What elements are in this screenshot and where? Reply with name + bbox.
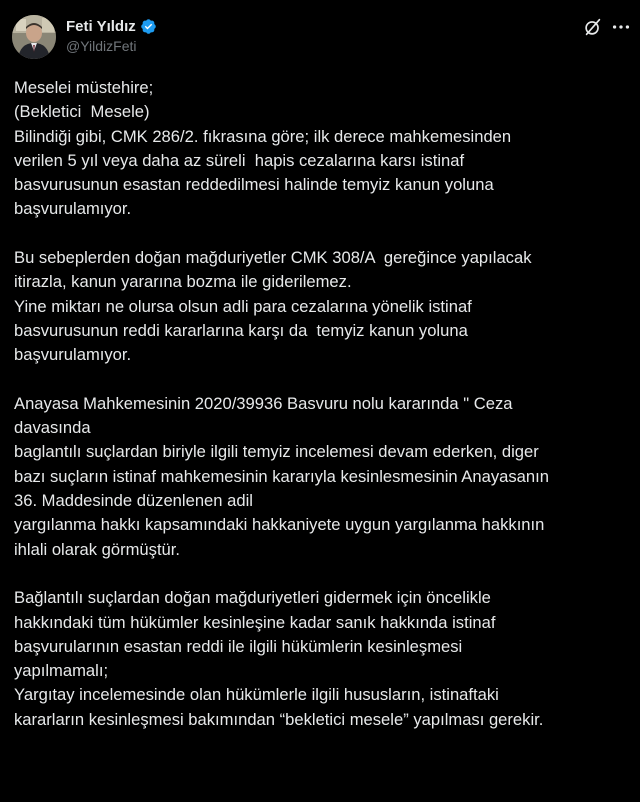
tweet-line: yargılanma hakkı kapsamındaki hakkaniyete uygun yargılanma hakkının	[14, 515, 545, 535]
tweet-line: itirazla, kanun yararına bozma ile giderilemez.	[14, 272, 352, 292]
tweet-line: başvurulamıyor.	[14, 199, 132, 219]
tweet-line: Yine miktarı ne olursa olsun adli para cezalarına yönelik istinaf	[14, 296, 472, 316]
tweet-line: başvurularının esastan reddi ile ilgili hükümlerin kesinleşmesi	[14, 636, 463, 656]
tweet-text	[14, 76, 640, 732]
tweet-line: Meselei müstehire;	[14, 78, 154, 97]
tweet-line: verilen 5 yıl veya daha az süreli hapis cezalarına karsı istinaf	[14, 150, 465, 170]
tweet-line: yapılmamalı;	[14, 661, 109, 681]
author-name-row[interactable]	[66, 16, 157, 36]
tweet-line: ihlali olarak görmüştür.	[14, 539, 181, 559]
tweet-line: Yargıtay incelemesinde olan hükümlerle ilgili hususların, istinaftaki	[14, 685, 499, 705]
tweet-blank-line	[14, 368, 640, 392]
tweet-line: Anayasa Mahkemesinin 2020/39936 Basvuru nolu kararında " Ceza	[14, 393, 513, 413]
tweet-line: Bağlantılı suçlardan doğan mağduriyetleri gidermek için öncelikle	[14, 588, 491, 608]
tweet-line: basvurusunun reddi kararlarına karşı da temyiz kanun yoluna	[14, 320, 468, 340]
more-horizontal-icon[interactable]	[610, 16, 632, 38]
tweet-line: baglantılı suçlardan biriyle ilgili temyiz incelemesi devam ederken, diger	[14, 442, 539, 462]
tweet-line: hakkındaki tüm hükümler kesinleşine kadar sanık hakkında istinaf	[14, 612, 496, 632]
tweet-line: Bu sebeplerden doğan mağduriyetler CMK 308/A gereğince yapılacak	[14, 248, 532, 268]
tweet-line: davasında	[14, 418, 91, 438]
grok-slash-circle-icon[interactable]	[582, 16, 604, 38]
author-display-name[interactable]: Feti Yıldız	[66, 17, 136, 35]
tweet-line: başvurulamıyor.	[14, 345, 132, 365]
tweet-line: Bilindiği gibi, CMK 286/2. fıkrasına göre; ilk derece mahkemesinden	[14, 126, 512, 146]
tweet-line: (Bekletici Mesele)	[14, 102, 150, 122]
verified-badge-icon	[140, 18, 157, 35]
tweet-blank-line	[14, 222, 640, 246]
tweet-line: 36. Maddesinde düzenlenen adil	[14, 491, 253, 511]
tweet-line: basvurusunun esastan reddedilmesi halinde temyiz kanun yoluna	[14, 175, 494, 195]
author-handle[interactable]: @YildizFeti	[66, 38, 137, 54]
avatar[interactable]	[12, 15, 56, 59]
tweet-line: bazı suçların istinaf mahkemesinin kararıyla kesinlesmesinin Anayasanın	[14, 466, 549, 486]
tweet-line: kararların kesinleşmesi bakımından “bekletici mesele” yapılması gerekir.	[14, 709, 544, 729]
tweet-blank-line	[14, 562, 640, 586]
